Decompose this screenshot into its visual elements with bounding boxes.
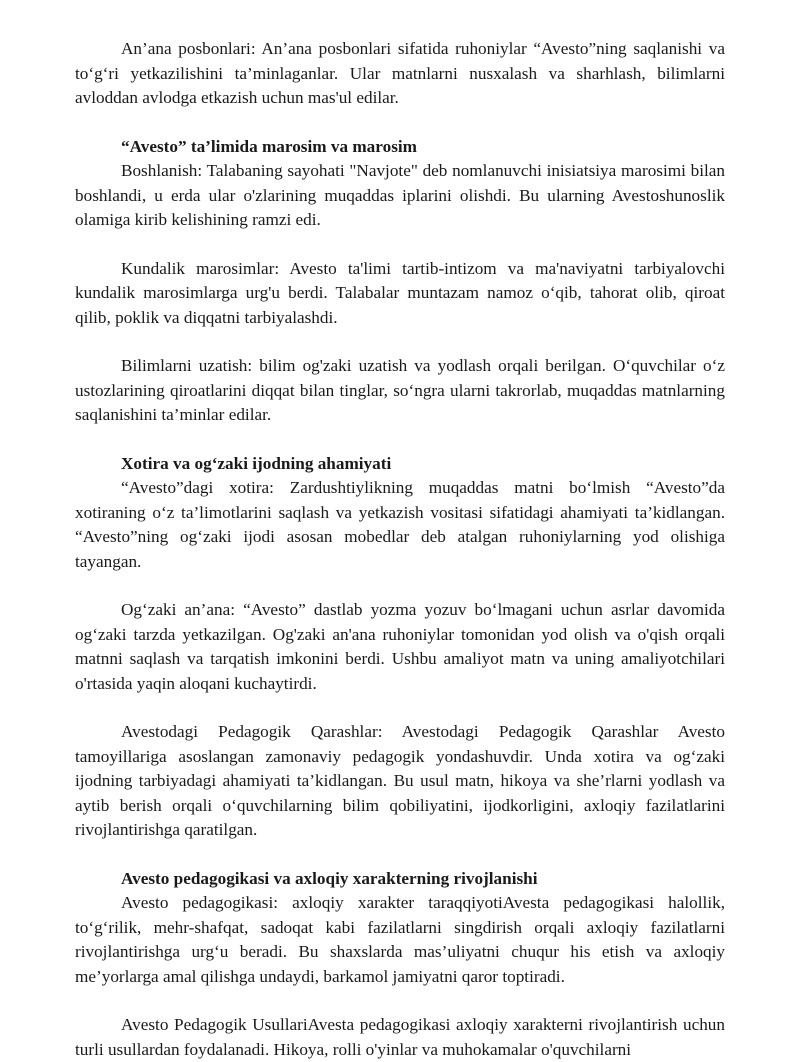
spacer	[75, 428, 725, 452]
paragraph-pedagogical-views: Avestodagi Pedagogik Qarashlar: Avestodagi Pedagogik Qarashlar Avesto tamoyillariga asoslangan zamonaviy pedagogik yondashuvdir. Unda xotira va og‘zaki ijodning tarbiyadagi ahamiyati ta’kidlangan. Bu usul matn, hikoya va she’rlarni yodlash va aytib berish orqali o‘quvchilarning bilim qobiliyatini, ijodkorligini, axloqiy fazilatlarini rivojlantirishga qaratilgan.	[75, 722, 725, 839]
spacer	[75, 111, 725, 135]
paragraph-knowledge-transfer: Bilimlarni uzatish: bilim og'zaki uzatish va yodlash orqali berilgan. O‘quvchilar o‘z ustozlarining qiroatlarini diqqat bilan tinglar, so‘ngra ularni takrorlab, muqaddas matnlarning saqlanishini ta’minlar edilar.	[75, 356, 725, 424]
spacer	[75, 330, 725, 354]
spacer	[75, 843, 725, 867]
spacer	[75, 574, 725, 598]
paragraph-memory-in-avesto: “Avesto”dagi xotira: Zardushtiylikning muqaddas matni bo‘lmish “Avesto”da xotiraning o‘z ta’limotlarini saqlash va yetkazish vositasi sifatidagi ahamiyati ta’kidlangan. “Avesto”ning og‘zaki ijodi asosan mobedlar deb atalgan ruhoniylarning yod olishiga tayangan.	[75, 478, 725, 571]
spacer	[75, 233, 725, 257]
heading-moral-character: Avesto pedagogikasi va axloqiy xarakterning rivojlanishi	[121, 868, 538, 888]
spacer	[75, 696, 725, 720]
paragraph-daily-rituals: Kundalik marosimlar: Avesto ta'limi tartib-intizom va ma'naviyatni tarbiyalovchi kundalik marosimlarga urg'u berdi. Talabalar muntazam namoz o‘qib, tahorat olib, qiroat qilib, poklik va diqqatni tarbiyalashdi.	[75, 258, 725, 327]
paragraph-avesto-pedagogy: Avesto pedagogikasi: axloqiy xarakter taraqqiyotiAvesta pedagogikasi halollik, to‘g‘rilik, mehr-shafqat, sadoqat kabi fazilatlarni singdirish orqali axloqiy fazilatlarni rivojlantirishga urg‘u beradi. Bu shaxslarda mas’uliyatni chuqur his etish va axloqiy me’yorlarga amal qilishga undaydi, barkamol jamiyatni qaror toptiradi.	[75, 893, 725, 986]
heading-memory: Xotira va og‘zaki ijodning ahamiyati	[121, 453, 392, 473]
paragraph-initiation: Boshlanish: Talabaning sayohati "Navjote" deb nomlanuvchi inisiatsiya marosimi bilan boshlandi, u erda ular o'zlarining muqaddas iplarini olishdi. Bu ularning Avestoshunoslik olamiga kirib kelishining ramzi edi.	[75, 161, 725, 229]
paragraph-guardians: An’ana posbonlari: An’ana posbonlari sifatida ruhoniylar “Avesto”ning saqlanishi va to‘g‘ri yetkazilishini ta’minlaganlar. Ular matnlarni nusxalash va sharhlash, bilimlarni avloddan avlodga etkazish uchun mas'ul edilar.	[75, 39, 725, 107]
paragraph-oral-tradition: Og‘zaki an’ana: “Avesto” dastlab yozma yozuv bo‘lmagani uchun asrlar davomida og‘zaki tarzda yetkazilgan. Og'zaki an'ana ruhoniylar tomonidan yod olish va o'qish orqali matnni saqlash va tarqatish imkonini berdi. Ushbu amaliyot matn va uning amaliyotchilari o'rtasida yaqin aloqani kuchaytirdi.	[75, 600, 725, 693]
spacer	[75, 989, 725, 1013]
heading-rituals: “Avesto” ta’limida marosim va marosim	[121, 136, 417, 156]
paragraph-pedagogical-methods: Avesto Pedagogik UsullariAvesta pedagogikasi axloqiy xarakterni rivojlantirish uchun turli usullardan foydalanadi. Hikoya, rolli o'yinlar va muhokamalar o'quvchilarni	[75, 1015, 725, 1059]
